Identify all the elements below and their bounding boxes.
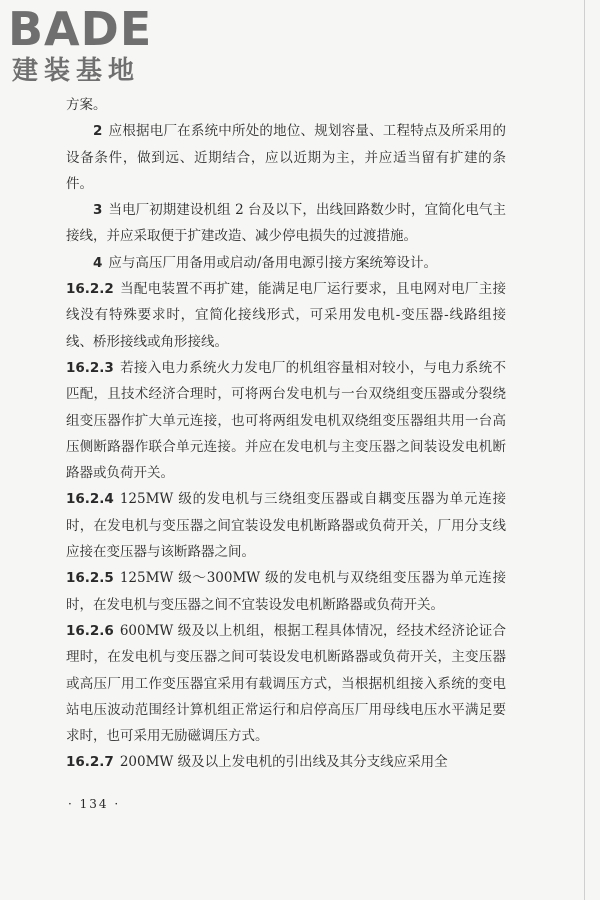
paragraph-text: 125MW 级～300MW 级的发电机与双绕组变压器为单元连接时，在发电机与变压器之间不宜装设发电机断路器或负荷开关。 xyxy=(66,570,506,613)
clause-16-2-3 xyxy=(66,355,506,486)
page-edge-line xyxy=(584,0,585,900)
paragraph-text: 若接入电力系统火力发电厂的机组容量相对较小，与电力系统不匹配，且技术经济合理时，可将两台发电机与一台双绕组变压器或分裂绕组变压器作扩大单元连接，也可将两组发电机双绕组变压器组共用一台高压侧断路器作联合单元连接。并应在发电机与主变压器之间装设发电机断路器或负荷开关。 xyxy=(66,359,506,482)
list-item-3 xyxy=(66,197,506,250)
item-number: 2 xyxy=(93,123,103,140)
logo-brand: BADE xyxy=(8,2,153,56)
paragraph-text: 200MW 级及以上发电机的引出线及其分支线应采用全 xyxy=(119,754,448,771)
body-text xyxy=(66,92,506,776)
clause-number: 16.2.6 xyxy=(66,622,114,639)
clause-16-2-5 xyxy=(66,565,506,618)
paragraph-text: 应与高压厂用备用或启动/备用电源引接方案统筹设计。 xyxy=(108,254,437,271)
clause-16-2-2 xyxy=(66,276,506,355)
paragraph-text: 方案。 xyxy=(66,97,107,113)
paragraph-continuation xyxy=(66,92,506,118)
clause-16-2-6 xyxy=(66,618,506,749)
paragraph-text: 600MW 级及以上机组，根据工程具体情况，经技术经济论证合理时，在发电机与变压器之间可装设发电机断路器或负荷开关，主变压器或高压厂用工作变压器宜采用有载调压方式，当根据机组接入系统的变电站电压波动范围经计算机组正常运行和启停高压厂用母线电压水平满足要求时，也可采用无励磁调压方式。 xyxy=(66,622,506,745)
clause-number: 16.2.7 xyxy=(66,754,114,771)
paragraph-text: 当配电装置不再扩建，能满足电厂运行要求，且电网对电厂主接线没有特殊要求时，宜简化接线形式，可采用发电机-变压器-线路组接线、桥形接线或角形接线。 xyxy=(66,281,506,350)
page-number: · 134 · xyxy=(68,797,121,811)
item-number: 3 xyxy=(93,202,103,219)
clause-16-2-7 xyxy=(66,749,506,775)
clause-number: 16.2.4 xyxy=(66,491,114,508)
paragraph-text: 当电厂初期建设机组 2 台及以下，出线回路数少时，宜简化电气主接线，并应采取便于扩建改造、减少停电损失的过渡措施。 xyxy=(66,202,506,245)
clause-number: 16.2.5 xyxy=(66,570,114,587)
clause-16-2-4 xyxy=(66,486,506,565)
watermark-logo xyxy=(8,4,152,86)
clause-number: 16.2.3 xyxy=(66,359,114,376)
clause-number: 16.2.2 xyxy=(66,281,114,298)
list-item-4 xyxy=(66,250,506,276)
logo-subtitle: 建装基地 xyxy=(12,56,141,86)
list-item-2 xyxy=(66,118,506,197)
paragraph-text: 125MW 级的发电机与三绕组变压器或自耦变压器为单元连接时，在发电机与变压器之间宜装设发电机断路器或负荷开关，厂用分支线应接在变压器与该断路器之间。 xyxy=(66,491,506,561)
paragraph-text: 应根据电厂在系统中所处的地位、规划容量、工程特点及所采用的设备条件，做到远、近期结合，应以近期为主，并应适当留有扩建的条件。 xyxy=(66,123,506,192)
item-number: 4 xyxy=(93,254,103,271)
